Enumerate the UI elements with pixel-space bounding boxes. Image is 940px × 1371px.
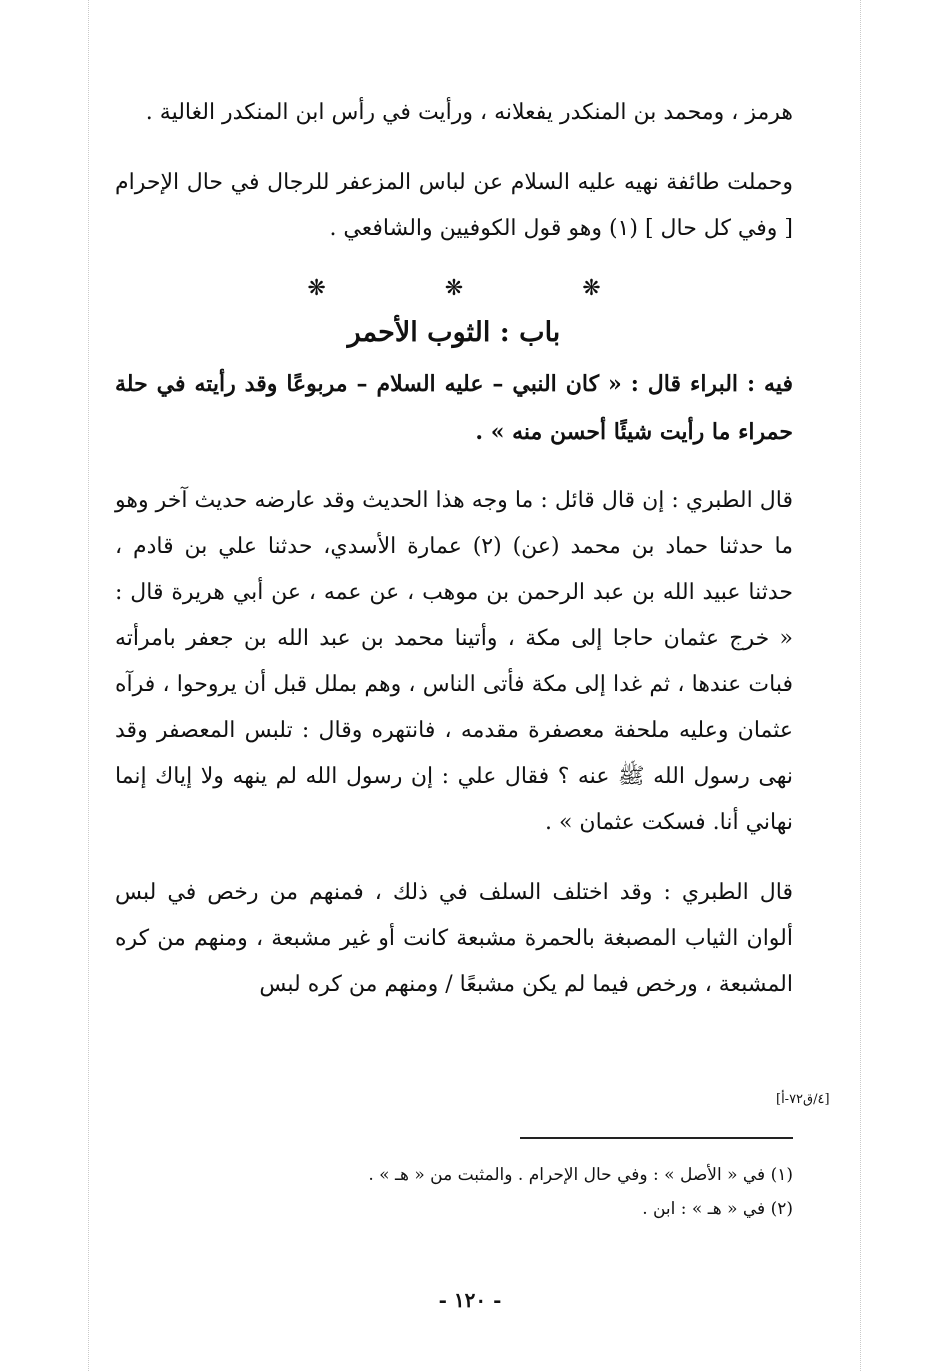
paragraph-hormuz: هرمز ، ومحمد بن المنكدر يفعلانه ، ورأيت في رأس ابن المنكدر الغالية .	[145, 100, 793, 125]
paragraph-tabari-salaf: قال الطبري : وقد اختلف السلف في ذلك ، فمنهم من رخص في لبس ألوان الثياب المصبغة بالحمرة مشبعة كانت أو غير مشبعة ، ومنهم من كره المشبعة ، ورخص فيما لم يكن مشبعًا / ومنهم من كره لبس	[115, 880, 793, 997]
hadith-text: فيه : البراء قال : « كان النبي – عليه السلام – مربوعًا وقد رأيته في حلة حمراء ما رأيت شيئًا أحسن منه » .	[115, 371, 793, 445]
footnote-divider	[520, 1137, 793, 1139]
page-number: - ١٢٠ -	[438, 1288, 502, 1312]
footnote-1: (١) في « الأصل » : وفي حال الإحرام . والمثبت من « هـ » .	[368, 1165, 793, 1185]
paragraph-tabari-question: قال الطبري : إن قال قائل : ما وجه هذا الحديث وقد عارضه حديث آخر وهو ما حدثنا حماد بن محمد (عن) (٢) عمارة الأسدي، حدثنا علي بن قادم ، حدثنا عبيد الله بن عبد الرحمن بن موهب ، عن عمه ، عن أبي هريرة قال : « خرج عثمان حاجا إلى مكة ، وأتينا محمد بن عبد الله بن جعفر بامرأته فبات عندها ، ثم غدا إلى مكة فأتى الناس ، وهم بملل قبل أن يروحوا ، فرآه عثمان وعليه ملحفة معصفرة مقدمه ، فانتهره وقال : تلبس المعصفر وقد نهى رسول الله ﷺ عنه ؟ فقال علي : إن رسول الله لم ينهه ولا إياك إنما نهاني أنا. فسكت عثمان » .	[115, 488, 793, 835]
chapter-title: باب : الثوب الأحمر	[347, 317, 561, 348]
page-body	[115, 90, 793, 1032]
section-separator: ❋ ❋ ❋	[307, 276, 657, 301]
paragraph-ihram: وحملت طائفة نهيه عليه السلام عن لباس المزعفر للرجال في حال الإحرام [ وفي كل حال ] (١) وهو قول الكوفيين والشافعي .	[115, 170, 793, 241]
footnotes	[115, 1158, 793, 1226]
manuscript-margin-note: [٤/ق٧٢-أ]	[776, 1092, 830, 1107]
footnote-2: (٢) في « هـ » : ابن .	[642, 1199, 793, 1219]
margin-guide-left	[88, 0, 89, 1371]
margin-guide-right	[860, 0, 861, 1371]
